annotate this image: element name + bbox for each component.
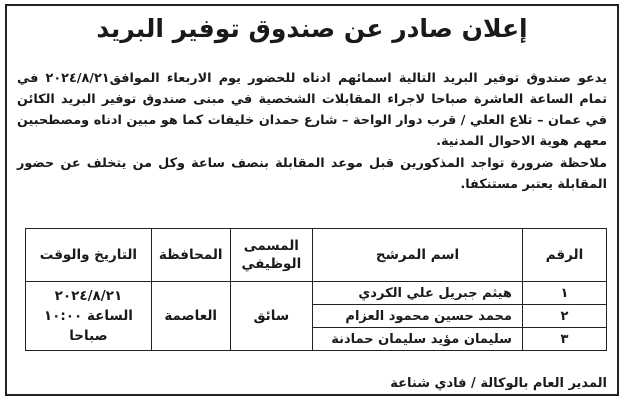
header-number: الرقم xyxy=(522,229,606,282)
table-row xyxy=(26,282,607,305)
job-title-cell: سائق xyxy=(230,282,313,351)
header-date-time: التاريخ والوقت xyxy=(26,229,152,282)
row-number: ٢ xyxy=(522,305,606,328)
header-job-title: المسمى الوظيفي xyxy=(230,229,313,282)
interview-date: ٢٠٢٤/٨/٢١ xyxy=(54,288,123,304)
announcement-title: إعلان صادر عن صندوق توفير البريد xyxy=(96,14,528,43)
signature-line: المدير العام بالوكالة / فادي شناعة xyxy=(390,376,607,391)
candidate-name: محمد حسين محمود العزام xyxy=(313,305,523,328)
table-header-row xyxy=(26,229,607,282)
row-number: ٣ xyxy=(522,328,606,351)
header-candidate: اسم المرشح xyxy=(313,229,523,282)
candidates-table xyxy=(25,228,607,351)
invitation-paragraph: يدعو صندوق توفير البريد التالية اسمائهم ادناه للحضور يوم الاربعاء الموافق٢٠٢٤/٨/٢١ في تمام الساعة العاشرة صباحا لاجراء المقابلات الشخصية في مبنى صندوق توفير البريد الكائن في عمان – تلاع العلي / قرب دوار الواحة – شارع حمدان خليفات كما هو مبين ادناه ومصطحبين معهم هوية الاحوال المدنية. xyxy=(17,71,607,149)
date-time-cell xyxy=(26,282,152,351)
candidate-name: هيثم جبريل علي الكردي xyxy=(313,282,523,305)
governorate-cell: العاصمة xyxy=(151,282,230,351)
interview-period: صباحا xyxy=(69,328,108,344)
header-governorate: المحافظة xyxy=(151,229,230,282)
candidate-name: سليمان مؤيد سليمان حمادنة xyxy=(313,328,523,351)
note-paragraph: ملاحظة ضرورة تواجد المذكورين قبل موعد المقابلة بنصف ساعة وكل من يتخلف عن حضور المقابلة يعتبر مستنكفا. xyxy=(17,156,607,192)
announcement-frame xyxy=(5,4,619,396)
row-number: ١ xyxy=(522,282,606,305)
interview-time: الساعة ١٠:٠٠ xyxy=(43,308,133,324)
